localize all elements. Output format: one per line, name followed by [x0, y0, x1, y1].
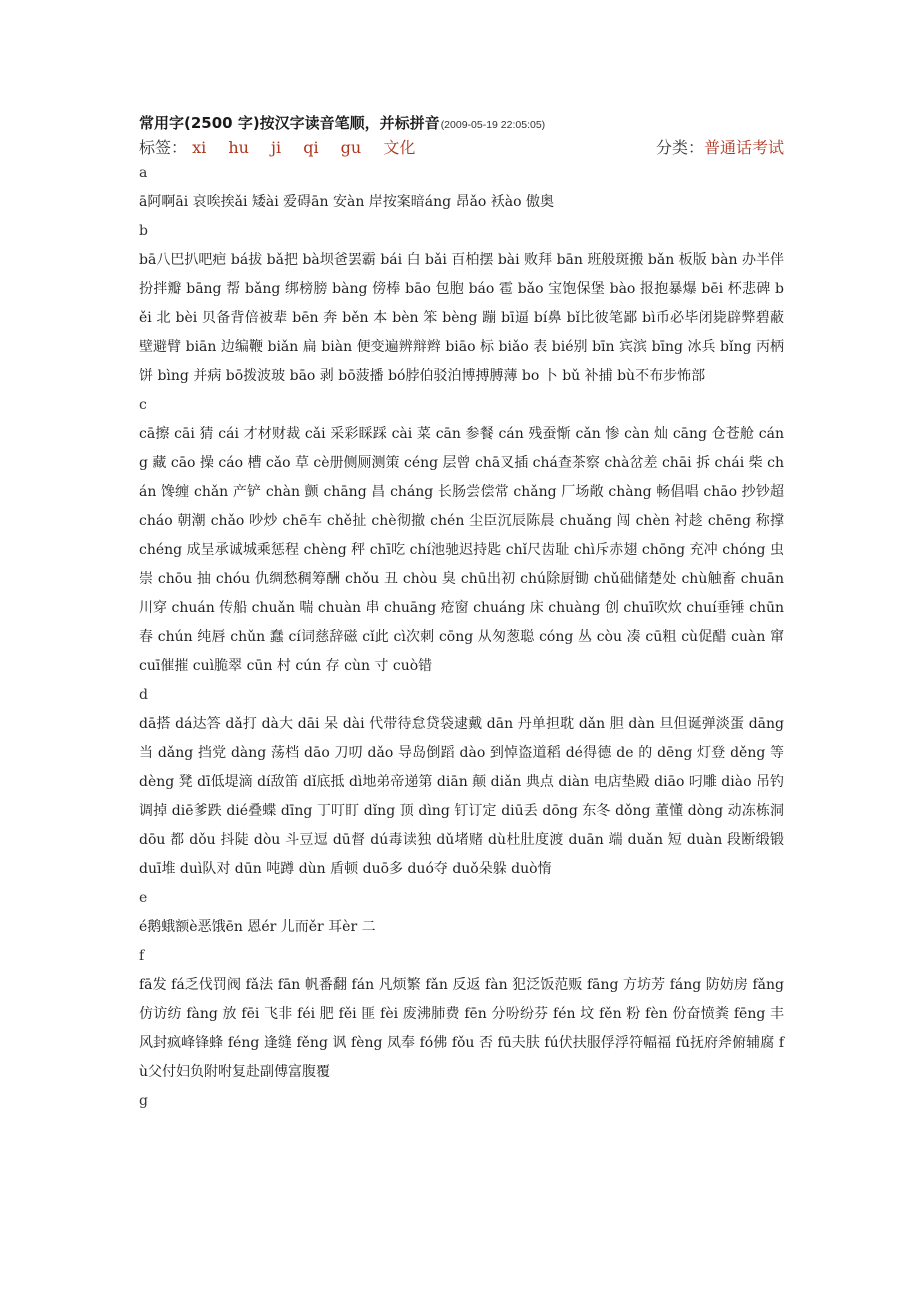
post-date: (2009-05-19 22:05:05) — [440, 119, 546, 131]
section-d — [139, 681, 784, 884]
section-g — [139, 1087, 784, 1116]
tag-link[interactable]: qi — [303, 138, 319, 157]
section-letter: d — [139, 687, 148, 703]
category-label: 分类： — [655, 138, 704, 157]
tag-link[interactable]: ji — [271, 138, 282, 157]
section-f — [139, 942, 784, 1087]
section-text: fā发 fá乏伐罚阀 fǎ法 fān 帆番翻 fán 凡烦繁 fǎn 反返 fàn 犯泛饭范贩 fāng 方坊芳 fáng 防妨房 fǎng 仿访纺 fàng 放 fēi 飞非 féi 肥 fěi 匪 fèi 废沸肺费 fēn 分吩纷芬 fén 坟 fěn 粉 fèn 份奋愤粪 fēng 丰风封疯峰锋蜂 féng 逢缝 fěng 讽 fèng 凤奉 fó佛 fǒu 否 fū夫肤 fú伏扶服俘浮符幅福 fǔ抚府斧俯辅腐 fù父付妇负附咐复赴副傅富腹覆 — [139, 977, 784, 1080]
section-text: dā搭 dá达答 dǎ打 dà大 dāi 呆 dài 代带待怠贷袋逮戴 dān 丹单担耽 dǎn 胆 dàn 旦但诞弹淡蛋 dāng 当 dǎng 挡党 dàng 荡档 dāo 刀叨 dǎo 导岛倒蹈 dào 到悼盗道稻 dé得德 de 的 dēng 灯登 děng 等 dèng 凳 dī低堤滴 dí敌笛 dǐ底抵 dì地弟帝递第 diān 颠 diǎn 典点 diàn 电店垫殿 diāo 叼雕 diào 吊钓调掉 diē爹跌 dié叠蝶 dīng 丁叮盯 dǐng 顶 dìng 钉订定 diū丢 dōng 东冬 dǒng 董懂 dòng 动冻栋洞 dōu 都 dǒu 抖陡 dòu 斗豆逗 dū督 dú毒读独 dǔ堵赌 dù杜肚度渡 duān 端 duǎn 短 duàn 段断缎锻 duī堆 duì队对 dūn 吨蹲 dùn 盾顿 duō多 duó夺 duǒ朵躲 duò惰 — [139, 716, 784, 877]
tags-label: 标签： — [139, 138, 188, 157]
category-link[interactable]: 普通话考试 — [703, 138, 784, 157]
section-letter: a — [139, 165, 148, 181]
document-page — [139, 112, 784, 1116]
page-title: 常用字(2500 字)按汉字读音笔顺，并标拼音 — [139, 114, 440, 132]
section-letter: g — [139, 1093, 148, 1109]
tag-link[interactable]: 文化 — [383, 138, 416, 157]
section-text: cā擦 cāi 猜 cái 才材财裁 cǎi 采彩睬踩 cài 菜 cān 参餐 cán 残蚕惭 cǎn 惨 càn 灿 cāng 仓苍舱 cáng 藏 cāo 操 cáo 槽 cǎo 草 cè册侧厕测策 céng 层曾 chā叉插 chá查茶察 chà岔差 chāi 拆 chái 柴 chán 馋缠 chǎn 产铲 chàn 颤 chāng 昌 cháng 长肠尝偿常 chǎng 厂场敞 chàng 畅倡唱 chāo 抄钞超 cháo 朝潮 chǎo 吵炒 chē车 chě扯 chè彻撤 chén 尘臣沉辰陈晨 chuǎng 闯 chèn 衬趁 chēng 称撑 chéng 成呈承诚城乘惩程 chèng 秤 chī吃 chí池驰迟持匙 chǐ尺齿耻 chì斥赤翅 chōng 充冲 chóng 虫崇 chōu 抽 chóu 仇绸愁稠筹酬 chǒu 丑 chòu 臭 chū出初 chú除厨锄 chǔ础储楚处 chù触畜 chuān 川穿 chuán 传船 chuǎn 喘 chuàn 串 chuāng 疮窗 chuáng 床 chuàng 创 chuī吹炊 chuí垂锤 chūn 春 chún 纯唇 chǔn 蠢 cí词慈辞磁 cǐ此 cì次刺 cōng 从匆葱聪 cóng 丛 còu 凑 cū粗 cù促醋 cuàn 窜 cuī催摧 cuì脆翠 cūn 村 cún 存 cùn 寸 cuò错 — [139, 426, 784, 674]
category — [656, 135, 784, 158]
section-letter: c — [139, 397, 147, 413]
tag-link[interactable]: xi — [192, 138, 207, 157]
section-e — [139, 884, 784, 942]
tag-link[interactable]: gu — [340, 138, 362, 157]
section-a — [139, 159, 784, 217]
title-row — [139, 112, 784, 134]
section-c — [139, 391, 784, 681]
section-letter: f — [139, 948, 145, 964]
section-text: é鹅蛾额è恶饿ēn 恩ér 儿而ěr 耳èr 二 — [139, 919, 376, 935]
tag-link[interactable]: hu — [228, 138, 249, 157]
section-letter: b — [139, 223, 148, 239]
section-letter: e — [139, 890, 148, 906]
tag-list — [139, 135, 432, 158]
section-text: ā阿啊āi 哀唉挨ǎi 矮ài 爱碍ān 安àn 岸按案暗áng 昂ǎo 袄ào 傲奥 — [139, 194, 555, 210]
section-b — [139, 217, 784, 391]
meta-row — [139, 135, 784, 159]
section-text: bā八巴扒吧疤 bá拔 bǎ把 bà坝爸罢霸 bái 白 bǎi 百柏摆 bài 败拜 bān 班般斑搬 bǎn 板版 bàn 办半伴扮拌瓣 bāng 帮 bǎng 绑榜膀 bàng 傍棒 bāo 包胞 báo 雹 bǎo 宝饱保堡 bào 报抱暴爆 bēi 杯悲碑 běi 北 bèi 贝备背倍被辈 bēn 奔 běn 本 bèn 笨 bèng 蹦 bī逼 bí鼻 bǐ比彼笔鄙 bì币必毕闭毙辟弊碧蔽壁避臂 biān 边编鞭 biǎn 扁 biàn 便变遍辨辩辫 biāo 标 biǎo 表 bié别 bīn 宾滨 bīng 冰兵 bǐng 丙柄饼 bìng 并病 bō拨波玻 bāo 剥 bō菠播 bó脖伯驳泊博搏膊薄 bo 卜 bǔ 补捕 bù不布步怖部 — [139, 252, 784, 384]
